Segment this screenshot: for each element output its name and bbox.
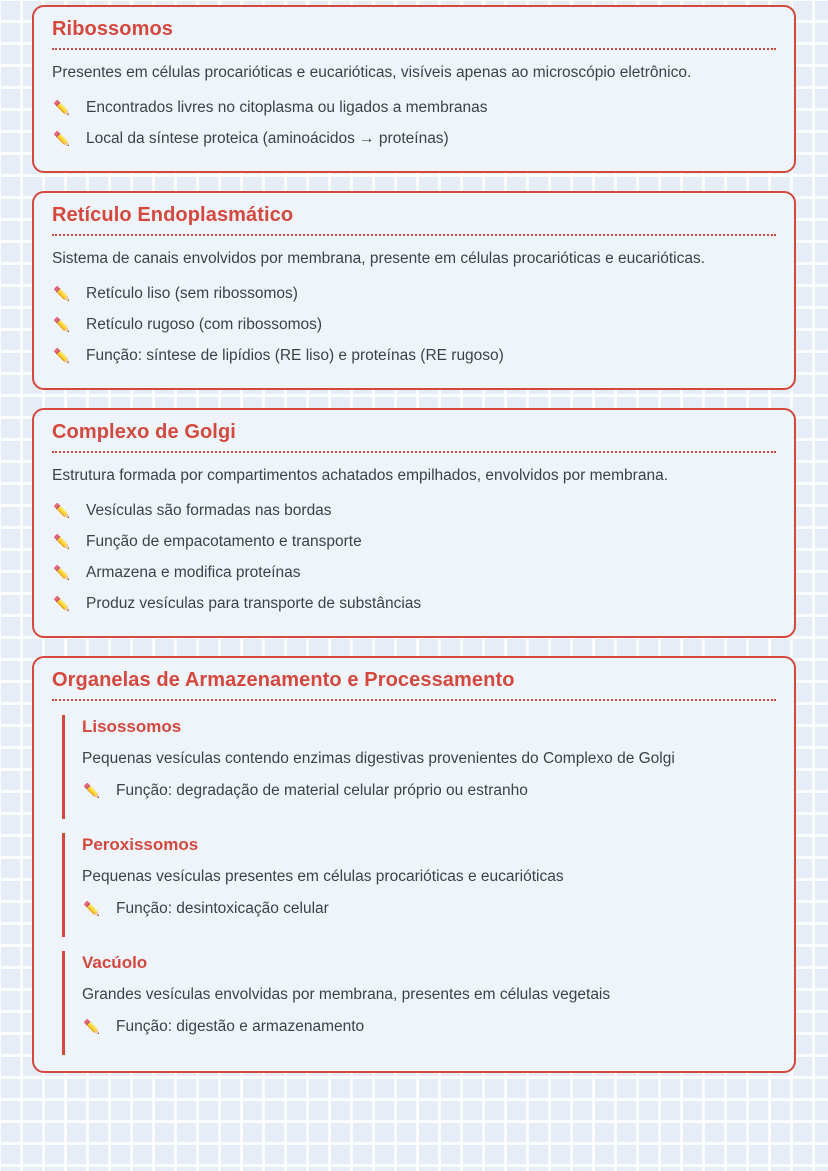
list-item-text: Retículo liso (sem ribossomos) <box>86 285 298 303</box>
pencil-icon <box>52 129 73 150</box>
card-description: Estrutura formada por compartimentos achatados empilhados, envolvidos por membrana. <box>52 466 669 484</box>
bullet-list <box>52 279 776 372</box>
pencil-icon <box>52 532 73 553</box>
subsection-description: Pequenas vesículas contendo enzimas digestivas provenientes do Complexo de Golgi <box>82 749 675 767</box>
card-description: Presentes em células procarióticas e eucarióticas, visíveis apenas ao microscópio eletrônico. <box>52 64 692 81</box>
pencil-icon <box>82 781 103 802</box>
card-title: Organelas de Armazenamento e Processamento <box>52 669 776 701</box>
bullet-list <box>52 496 776 620</box>
pencil-icon <box>52 594 73 615</box>
pencil-icon <box>82 899 103 920</box>
bullet-list <box>82 894 776 925</box>
list-item <box>82 894 776 925</box>
list-item <box>52 310 776 341</box>
list-item-text: Encontrados livres no citoplasma ou ligados a membranas <box>86 99 488 117</box>
list-item <box>52 279 776 310</box>
bullet-list <box>82 776 776 807</box>
subsection <box>62 951 776 1055</box>
subsection-description: Pequenas vesículas presentes em células procarióticas e eucarióticas <box>82 867 564 885</box>
subsection-title: Vacúolo <box>82 952 148 972</box>
note-card <box>32 191 796 390</box>
card-description: Sistema de canais envolvidos por membrana, presente em células procarióticas e eucarióticas. <box>52 249 706 267</box>
list-item-text: Vesículas são formadas nas bordas <box>86 502 332 520</box>
list-item-text: Função: síntese de lipídios (RE liso) e proteínas (RE rugoso) <box>86 347 504 365</box>
subsection <box>62 833 776 937</box>
card-title: Complexo de Golgi <box>52 421 776 453</box>
pencil-icon <box>52 563 73 584</box>
bullet-list <box>52 93 776 155</box>
list-item-text: Produz vesículas para transporte de substâncias <box>86 595 422 613</box>
subsection-title: Lisossomos <box>82 716 182 736</box>
list-item <box>52 589 776 620</box>
pencil-icon <box>52 284 73 305</box>
list-item <box>52 93 776 124</box>
list-item-text: Local da síntese proteica (aminoácidos → proteínas) <box>86 130 449 148</box>
subsection <box>62 715 776 819</box>
list-item <box>52 527 776 558</box>
pencil-icon <box>52 346 73 367</box>
pencil-icon <box>52 98 73 119</box>
list-item <box>52 341 776 372</box>
list-item-text: Armazena e modifica proteínas <box>86 564 301 582</box>
list-item <box>82 1012 776 1043</box>
note-card <box>32 408 796 638</box>
list-item-text: Função de empacotamento e transporte <box>86 533 362 551</box>
list-item <box>82 776 776 807</box>
list-item-text: Função: digestão e armazenamento <box>116 1017 365 1035</box>
bullet-list <box>82 1012 776 1043</box>
list-item <box>52 496 776 527</box>
card-title: Retículo Endoplasmático <box>52 204 776 236</box>
pencil-icon <box>52 315 73 336</box>
list-item-text: Função: degradação de material celular próprio ou estranho <box>116 782 528 800</box>
pencil-icon <box>52 501 73 522</box>
subsection-description: Grandes vesículas envolvidas por membrana, presentes em células vegetais <box>82 985 611 1003</box>
list-item-text: Função: desintoxicação celular <box>116 900 329 918</box>
note-card <box>32 5 796 173</box>
note-card <box>32 656 796 1073</box>
pencil-icon <box>82 1017 103 1038</box>
card-title: Ribossomos <box>52 18 776 50</box>
subsection-title: Peroxissomos <box>82 834 199 854</box>
list-item <box>52 558 776 589</box>
list-item-text: Retículo rugoso (com ribossomos) <box>86 316 323 334</box>
list-item <box>52 124 776 155</box>
